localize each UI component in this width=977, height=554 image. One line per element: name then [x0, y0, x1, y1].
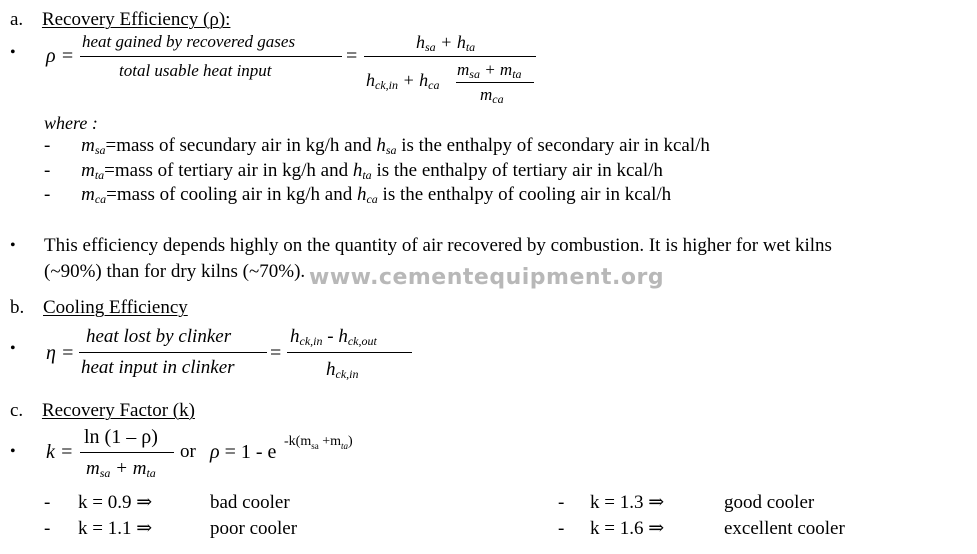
eq-a-fraction-bar-3: [456, 82, 534, 83]
section-b-label: b.: [10, 297, 25, 318]
eq-c-rhs: ρ = 1 - e: [210, 441, 277, 463]
eq-c-den: $m_{sa} + m_{ta}$: [86, 458, 156, 480]
section-a-heading: [10, 10, 230, 29]
definition-msa: - $m_{sa}=mass$ of secundary air in kg/h and $h_{sa}$ is the enthalpy of secondary air in kcal/h: [44, 135, 710, 157]
dash: -: [44, 160, 51, 181]
note-line-2: (~90%) than for dry kilns (~70%).: [44, 261, 306, 282]
note-line-1: This efficiency depends highly on the quantity of air recovered by combustion. It is higher for wet kilns: [44, 235, 832, 256]
definition-mca: - $m_{ca}=mass$ of cooling air in kg/h and $h_{ca}$ is the enthalpy of cooling air in kcal/h: [44, 184, 672, 206]
where-label: where :: [44, 113, 98, 133]
definition-mta: - $m_{ta}=mass$ of tertiary air in kg/h and $h_{ta}$ is the enthalpy of tertiary air in kcal/h: [44, 160, 663, 182]
k-value-1.6: k = 1.6 ⇒: [590, 518, 665, 539]
label-excellent-cooler: excellent cooler: [724, 518, 845, 539]
eq-a-den2-left: $h_{ck,in} + h_{ca}$: [366, 70, 440, 92]
dash: -: [44, 518, 51, 539]
label-poor-cooler: poor cooler: [210, 518, 298, 539]
eq-a-fraction-bar-1: [80, 56, 342, 57]
section-c-heading: [10, 401, 195, 420]
eq-b-lhs: η =: [46, 342, 75, 364]
eq-a-num2: $h_{sa} + h_{ta}$: [416, 32, 476, 54]
eq-a-fraction-bar-2: [364, 56, 536, 57]
k-value-1.3: k = 1.3 ⇒: [590, 492, 665, 513]
eq-c-exponent: $-k(m_{sa} +m_{ta})$: [284, 434, 353, 451]
section-a-title: Recovery Efficiency (ρ):: [41, 9, 231, 30]
k-value-1.1: k = 1.1 ⇒: [78, 518, 153, 539]
eq-c-lhs: k =: [46, 441, 74, 463]
section-b-title: Cooling Efficiency: [43, 297, 188, 318]
eq-c-num: ln (1 – ρ): [84, 426, 158, 448]
eq-c-fraction-bar: [80, 452, 174, 453]
section-b-heading: [10, 298, 188, 317]
watermark: www.cementequipment.org: [309, 265, 665, 290]
eq-b-equals: =: [270, 342, 282, 364]
eq-b-fraction-bar-1: [79, 352, 267, 353]
eq-c-or: or: [180, 441, 196, 462]
bullet: •: [10, 340, 16, 357]
dash: -: [558, 492, 565, 513]
dash: -: [44, 184, 51, 205]
eq-a-lhs: ρ =: [46, 45, 75, 67]
k-value-0.9: k = 0.9 ⇒: [78, 492, 153, 513]
dash: -: [44, 492, 51, 513]
eq-b-fraction-bar-2: [287, 352, 412, 353]
dash: -: [44, 135, 51, 156]
section-c-label: c.: [10, 400, 24, 421]
eq-b-den2: $h_{ck,in}$: [326, 359, 359, 381]
bullet: •: [10, 237, 16, 254]
eq-a-den2-fnum: $m_{sa} + m_{ta}$: [457, 60, 522, 81]
bullet: •: [10, 443, 16, 460]
label-good-cooler: good cooler: [724, 492, 815, 513]
section-c-title: Recovery Factor (k): [41, 400, 195, 421]
eq-b-num1: heat lost by clinker: [86, 326, 232, 347]
dash: -: [558, 518, 565, 539]
eq-a-equals: =: [346, 45, 358, 67]
label-bad-cooler: bad cooler: [210, 492, 290, 513]
eq-a-den2-fden: $m_{ca}$: [480, 85, 504, 106]
eq-b-num2: $h_{ck,in} - h_{ck,out}$: [290, 326, 377, 348]
eq-b-den1: heat input in clinker: [81, 357, 235, 378]
bullet: •: [10, 44, 16, 61]
section-a-label: a.: [10, 9, 24, 30]
eq-a-num1: heat gained by recovered gases: [82, 32, 296, 51]
eq-a-den1: total usable heat input: [119, 61, 272, 80]
